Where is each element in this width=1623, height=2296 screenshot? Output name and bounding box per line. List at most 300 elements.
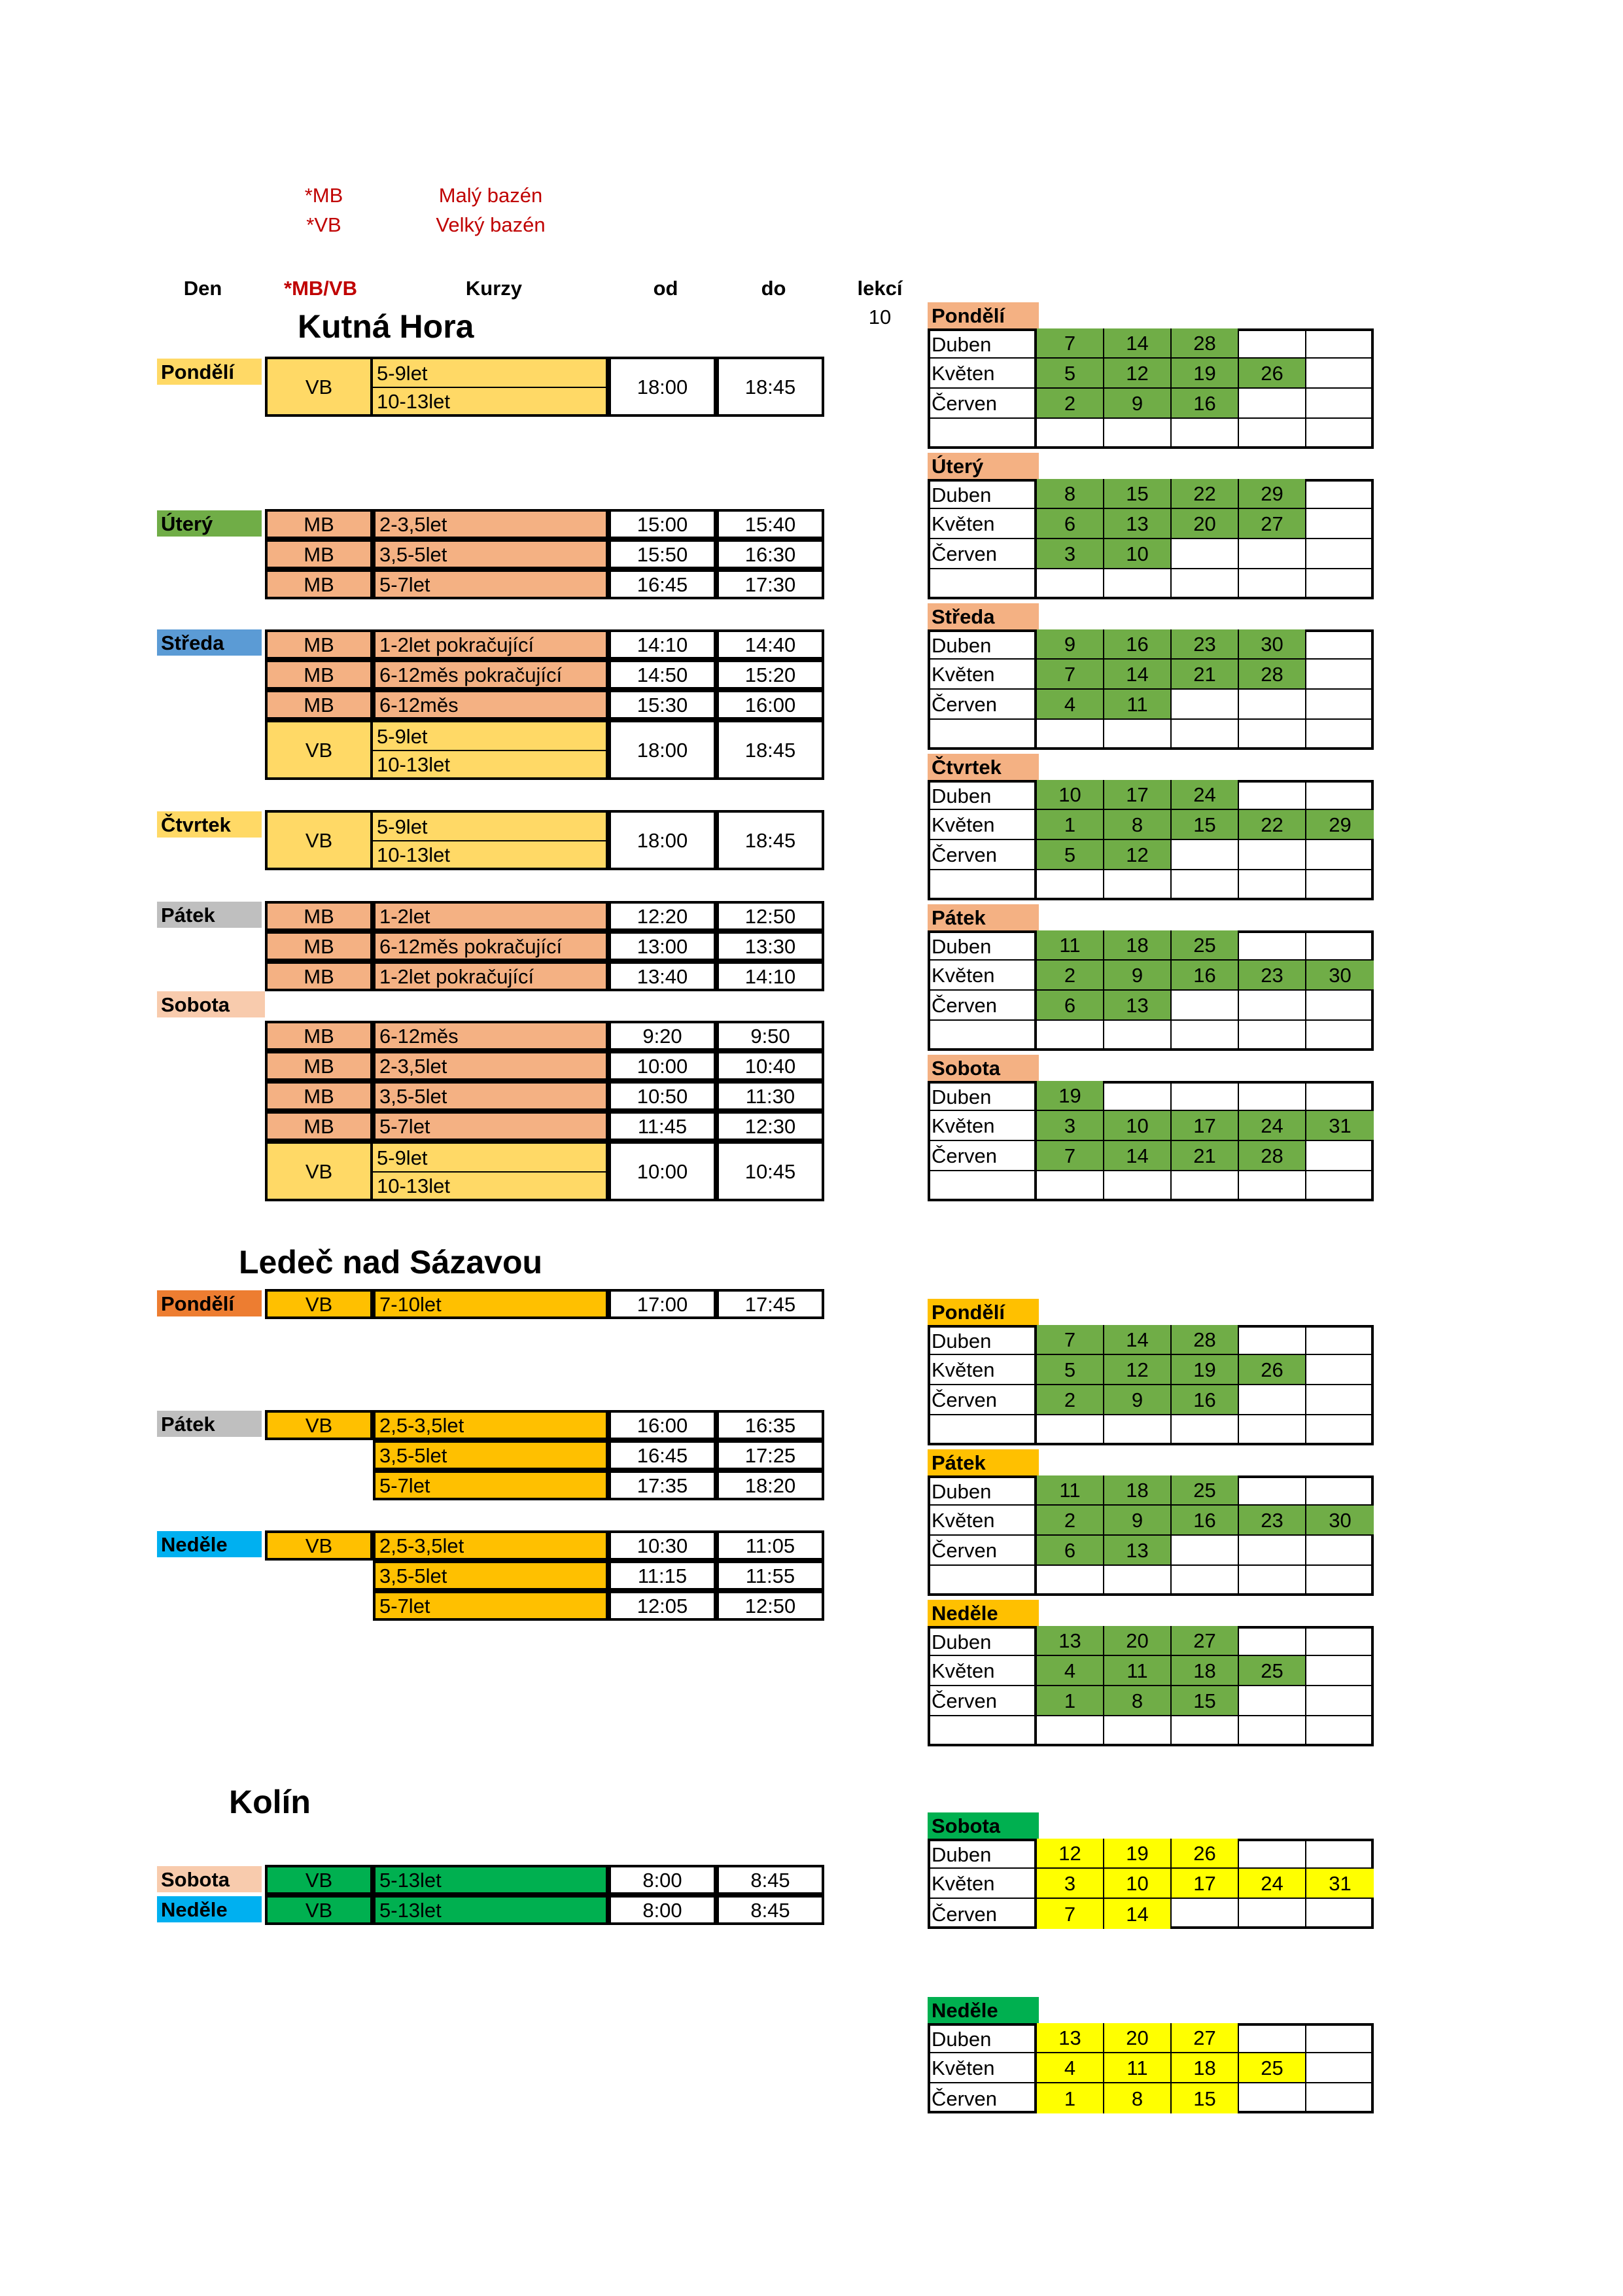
pool-cell: MB [265,539,373,569]
calendar-month-cell: Duben [928,629,1037,660]
calendar-date-cell [1239,328,1306,359]
pool-cell: VB [265,1410,373,1440]
calendar-date-cell: 25 [1239,2053,1306,2083]
calendar-date-cell [1306,1475,1374,1506]
calendar-month-cell: Duben [928,1325,1037,1355]
calendar-month-cell: Duben [928,479,1037,509]
course-cell: 7-10let [373,1289,608,1319]
calendar-month-cell: Červen [928,1385,1037,1415]
calendar-date-cell [1306,1656,1374,1686]
calendar-date-cell [1172,870,1239,900]
calendar-month-cell: Duben [928,780,1037,810]
calendar-date-cell [1172,690,1239,720]
time-from-cell: 16:00 [608,1410,716,1440]
calendar-date-cell [1172,1081,1239,1111]
time-from-cell: 17:35 [608,1470,716,1500]
time-to-cell: 10:40 [716,1051,824,1081]
time-to-cell: 15:40 [716,509,824,539]
calendar-date-cell [1104,1171,1172,1201]
calendar-date-cell [1306,1415,1374,1445]
calendar-date-cell [1306,479,1374,509]
calendar-month-cell: Červen [928,991,1037,1021]
calendar-date-cell [1306,1686,1374,1716]
calendar-date-cell: 17 [1172,1111,1239,1141]
calendar-date-cell: 15 [1172,810,1239,840]
calendar-date-cell: 1 [1037,1686,1104,1716]
calendar-date-cell: 22 [1172,479,1239,509]
lesson-count: 10 [868,305,892,328]
pool-cell: MB [265,569,373,599]
calendar-date-cell [1172,1899,1239,1929]
calendar-date-cell: 13 [1037,1626,1104,1656]
course-cell: 5-13let [373,1895,608,1925]
calendar-date-cell [1306,1839,1374,1869]
time-from-cell: 18:00 [608,720,716,780]
calendar-date-cell [1172,1021,1239,1051]
calendar-date-cell [1239,2023,1306,2053]
calendar-date-cell: 23 [1239,1506,1306,1536]
calendar-date-cell: 13 [1037,2023,1104,2053]
calendar-month-cell: Duben [928,1626,1037,1656]
calendar-date-cell [1239,569,1306,599]
time-from-cell: 14:10 [608,629,716,660]
calendar-day-label: Neděle [928,1997,1039,2023]
time-from-cell: 18:00 [608,357,716,417]
calendar-date-cell [1239,1415,1306,1445]
calendar-date-cell [1306,1385,1374,1415]
calendar-date-cell: 12 [1104,840,1172,870]
calendar-date-cell [1306,1325,1374,1355]
course-cell: 5-9let [373,810,608,840]
course-cell: 10-13let [373,1171,608,1201]
day-label: Neděle [157,1896,262,1922]
calendar-month-cell: Květen [928,961,1037,991]
calendar-month-cell [928,1021,1037,1051]
calendar-date-cell: 25 [1172,930,1239,961]
calendar-date-cell [1306,840,1374,870]
calendar-date-cell: 31 [1306,1869,1374,1899]
calendar-date-cell: 16 [1172,389,1239,419]
time-from-cell: 13:40 [608,961,716,991]
calendar-date-cell: 14 [1104,660,1172,690]
day-label: Pátek [157,902,262,928]
calendar-day-label: Čtvrtek [928,754,1039,780]
calendar-date-cell: 27 [1172,2023,1239,2053]
calendar-date-cell: 31 [1306,1111,1374,1141]
time-from-cell: 10:30 [608,1530,716,1561]
calendar-month-cell: Červen [928,1536,1037,1566]
calendar-date-cell [1306,1716,1374,1746]
pool-cell: VB [265,357,373,417]
calendar-date-cell: 9 [1037,629,1104,660]
calendar-date-cell: 3 [1037,1111,1104,1141]
time-to-cell: 12:50 [716,901,824,931]
calendar-date-cell [1239,1171,1306,1201]
calendar-date-cell: 11 [1104,2053,1172,2083]
header-den: Den [183,276,222,300]
calendar-date-cell [1037,1171,1104,1201]
course-cell: 5-7let [373,1470,608,1500]
pool-cell: MB [265,961,373,991]
calendar-month-cell: Červen [928,1899,1037,1929]
calendar-date-cell: 18 [1104,1475,1172,1506]
day-label: Sobota [157,1866,262,1892]
calendar-date-cell: 28 [1172,1325,1239,1355]
calendar-date-cell: 2 [1037,1506,1104,1536]
calendar-date-cell: 11 [1037,930,1104,961]
calendar-date-cell [1239,539,1306,569]
calendar-date-cell [1306,930,1374,961]
time-from-cell: 15:50 [608,539,716,569]
calendar-date-cell [1306,419,1374,449]
calendar-date-cell: 7 [1037,328,1104,359]
time-from-cell: 10:00 [608,1051,716,1081]
course-cell: 2-3,5let [373,1051,608,1081]
calendar-date-cell [1239,1536,1306,1566]
time-from-cell: 16:45 [608,1440,716,1470]
calendar-date-cell: 9 [1104,1506,1172,1536]
calendar-date-cell: 5 [1037,840,1104,870]
calendar-date-cell: 7 [1037,1899,1104,1929]
pool-cell: VB [265,1530,373,1561]
course-cell: 10-13let [373,387,608,417]
calendar-date-cell [1306,2023,1374,2053]
pool-cell: VB [265,1141,373,1201]
calendar-date-cell [1306,690,1374,720]
calendar-month-cell: Květen [928,1869,1037,1899]
calendar-date-cell: 28 [1239,660,1306,690]
calendar-date-cell: 16 [1172,1506,1239,1536]
calendar-date-cell: 8 [1104,810,1172,840]
course-cell: 5-7let [373,1111,608,1141]
calendar-date-cell: 6 [1037,1536,1104,1566]
calendar-date-cell [1037,569,1104,599]
calendar-month-cell: Květen [928,1506,1037,1536]
time-to-cell: 18:45 [716,810,824,870]
calendar-month-cell [928,1415,1037,1445]
calendar-month-cell [928,419,1037,449]
calendar-date-cell: 3 [1037,1869,1104,1899]
time-to-cell: 18:45 [716,357,824,417]
calendar-date-cell: 16 [1104,629,1172,660]
calendar-date-cell [1306,389,1374,419]
calendar-date-cell: 15 [1172,1686,1239,1716]
calendar-date-cell: 18 [1172,1656,1239,1686]
calendar-month-cell: Červen [928,1686,1037,1716]
calendar-date-cell: 21 [1172,1141,1239,1171]
calendar-date-cell [1306,720,1374,750]
time-from-cell: 17:00 [608,1289,716,1319]
course-cell: 2,5-3,5let [373,1530,608,1561]
calendar-month-cell: Červen [928,539,1037,569]
calendar-date-cell: 3 [1037,539,1104,569]
calendar-date-cell [1306,780,1374,810]
time-to-cell: 16:00 [716,690,824,720]
calendar-date-cell: 26 [1239,359,1306,389]
calendar-date-cell [1037,419,1104,449]
day-label: Pondělí [157,1290,262,1316]
calendar-month-cell [928,1171,1037,1201]
course-cell: 5-13let [373,1865,608,1895]
calendar-date-cell: 10 [1037,780,1104,810]
calendar-day-label: Sobota [928,1812,1039,1839]
time-to-cell: 10:45 [716,1141,824,1201]
calendar-date-cell: 24 [1172,780,1239,810]
calendar-month-cell: Květen [928,810,1037,840]
course-cell: 5-9let [373,1141,608,1171]
calendar-month-cell: Duben [928,2023,1037,2053]
calendar-month-cell: Duben [928,930,1037,961]
calendar-date-cell [1104,870,1172,900]
calendar-date-cell [1306,539,1374,569]
time-to-cell: 17:30 [716,569,824,599]
course-cell: 1-2let [373,901,608,931]
time-from-cell: 10:00 [608,1141,716,1201]
calendar-date-cell [1172,1171,1239,1201]
calendar-date-cell [1239,2083,1306,2113]
pool-cell: VB [265,720,373,780]
calendar-date-cell: 15 [1104,479,1172,509]
calendar-date-cell [1037,1566,1104,1596]
calendar-date-cell: 6 [1037,991,1104,1021]
time-from-cell: 13:00 [608,931,716,961]
calendar-date-cell: 14 [1104,1899,1172,1929]
calendar-date-cell [1306,1355,1374,1385]
calendar-date-cell: 15 [1172,2083,1239,2113]
calendar-date-cell: 18 [1172,2053,1239,2083]
day-label: Středa [157,629,262,656]
calendar-date-cell [1306,870,1374,900]
calendar-day-label: Pondělí [928,1299,1039,1325]
day-label: Pátek [157,1411,262,1437]
calendar-date-cell: 8 [1104,1686,1172,1716]
calendar-date-cell: 11 [1104,1656,1172,1686]
legend-code-vb: *VB [306,213,341,236]
calendar-date-cell [1104,1081,1172,1111]
calendar-date-cell: 13 [1104,1536,1172,1566]
calendar-date-cell: 8 [1037,479,1104,509]
time-to-cell: 14:10 [716,961,824,991]
calendar-month-cell: Květen [928,2053,1037,2083]
calendar-date-cell [1104,1415,1172,1445]
time-from-cell: 8:00 [608,1895,716,1925]
time-from-cell: 14:50 [608,660,716,690]
calendar-date-cell [1306,660,1374,690]
course-cell: 3,5-5let [373,539,608,569]
course-cell: 3,5-5let [373,1440,608,1470]
time-to-cell: 11:05 [716,1530,824,1561]
calendar-date-cell: 5 [1037,1355,1104,1385]
calendar-month-cell: Červen [928,2083,1037,2113]
calendar-month-cell: Květen [928,1111,1037,1141]
header-pool: *MB/VB [284,276,357,300]
course-cell: 6-12měs pokračující [373,660,608,690]
calendar-date-cell: 23 [1239,961,1306,991]
calendar-date-cell [1037,1716,1104,1746]
calendar-date-cell [1306,2083,1374,2113]
calendar-date-cell [1239,1021,1306,1051]
calendar-date-cell [1306,1626,1374,1656]
calendar-month-cell: Červen [928,690,1037,720]
calendar-date-cell: 1 [1037,810,1104,840]
time-to-cell: 18:20 [716,1470,824,1500]
legend-text-mb: Malý bazén [438,183,543,207]
calendar-month-cell: Květen [928,509,1037,539]
calendar-date-cell: 30 [1306,961,1374,991]
calendar-date-cell: 29 [1306,810,1374,840]
calendar-date-cell [1239,1081,1306,1111]
calendar-month-cell: Duben [928,1081,1037,1111]
calendar-date-cell: 12 [1104,359,1172,389]
pool-cell: MB [265,629,373,660]
course-cell: 6-12měs pokračující [373,931,608,961]
calendar-date-cell: 17 [1104,780,1172,810]
time-to-cell: 8:45 [716,1895,824,1925]
calendar-date-cell: 9 [1104,389,1172,419]
calendar-date-cell: 10 [1104,1111,1172,1141]
legend-text-vb: Velký bazén [436,213,546,236]
calendar-date-cell [1239,1325,1306,1355]
calendar-date-cell [1172,840,1239,870]
section-title-ledec: Ledeč nad Sázavou [239,1244,543,1280]
calendar-date-cell [1239,690,1306,720]
calendar-date-cell: 2 [1037,1385,1104,1415]
calendar-date-cell [1104,720,1172,750]
calendar-date-cell: 26 [1172,1839,1239,1869]
calendar-date-cell: 25 [1172,1475,1239,1506]
calendar-date-cell [1306,359,1374,389]
calendar-day-label: Úterý [928,453,1039,479]
calendar-date-cell: 20 [1104,2023,1172,2053]
calendar-date-cell [1306,1081,1374,1111]
course-cell: 3,5-5let [373,1081,608,1111]
calendar-date-cell [1306,1021,1374,1051]
calendar-date-cell [1239,1899,1306,1929]
calendar-date-cell [1239,389,1306,419]
calendar-date-cell: 9 [1104,1385,1172,1415]
calendar-date-cell [1239,1839,1306,1869]
calendar-month-cell: Červen [928,840,1037,870]
day-label: Čtvrtek [157,811,262,838]
calendar-date-cell [1172,720,1239,750]
time-from-cell: 15:00 [608,509,716,539]
course-cell: 10-13let [373,750,608,780]
time-from-cell: 11:45 [608,1111,716,1141]
calendar-date-cell [1104,569,1172,599]
day-label: Úterý [157,510,262,537]
calendar-day-label: Středa [928,603,1039,629]
calendar-date-cell: 28 [1172,328,1239,359]
calendar-date-cell: 30 [1306,1506,1374,1536]
calendar-date-cell: 19 [1172,359,1239,389]
calendar-date-cell: 7 [1037,660,1104,690]
course-cell: 6-12měs [373,1021,608,1051]
calendar-date-cell [1306,991,1374,1021]
pool-cell: MB [265,1051,373,1081]
calendar-date-cell: 14 [1104,1325,1172,1355]
calendar-date-cell: 19 [1172,1355,1239,1385]
calendar-month-cell: Duben [928,1475,1037,1506]
calendar-date-cell: 29 [1239,479,1306,509]
calendar-date-cell: 16 [1172,961,1239,991]
calendar-date-cell: 2 [1037,389,1104,419]
calendar-date-cell: 9 [1104,961,1172,991]
calendar-date-cell [1306,629,1374,660]
header-kurzy: Kurzy [465,276,523,300]
course-cell: 10-13let [373,840,608,870]
calendar-date-cell: 21 [1172,660,1239,690]
calendar-date-cell [1037,1415,1104,1445]
time-from-cell: 16:45 [608,569,716,599]
time-to-cell: 9:50 [716,1021,824,1051]
calendar-date-cell: 24 [1239,1111,1306,1141]
calendar-date-cell [1172,1566,1239,1596]
pool-cell: MB [265,509,373,539]
time-from-cell: 15:30 [608,690,716,720]
calendar-month-cell: Květen [928,1656,1037,1686]
time-to-cell: 12:30 [716,1111,824,1141]
time-from-cell: 8:00 [608,1865,716,1895]
calendar-date-cell [1306,1141,1374,1171]
calendar-month-cell: Květen [928,660,1037,690]
calendar-date-cell [1239,419,1306,449]
calendar-date-cell [1104,419,1172,449]
course-cell: 1-2let pokračující [373,629,608,660]
pool-cell: VB [265,1895,373,1925]
calendar-date-cell: 7 [1037,1141,1104,1171]
calendar-date-cell: 10 [1104,1869,1172,1899]
pool-cell: MB [265,690,373,720]
pool-cell: VB [265,810,373,870]
pool-cell: MB [265,1111,373,1141]
calendar-date-cell [1172,419,1239,449]
calendar-date-cell: 11 [1104,690,1172,720]
calendar-date-cell [1104,1716,1172,1746]
pool-cell: MB [265,901,373,931]
calendar-date-cell: 5 [1037,359,1104,389]
calendar-date-cell: 1 [1037,2083,1104,2113]
calendar-day-label: Sobota [928,1055,1039,1081]
calendar-month-cell: Červen [928,1141,1037,1171]
calendar-date-cell: 12 [1037,1839,1104,1869]
calendar-date-cell [1239,1475,1306,1506]
course-cell: 5-7let [373,569,608,599]
course-cell: 3,5-5let [373,1561,608,1591]
time-to-cell: 16:30 [716,539,824,569]
calendar-date-cell [1306,569,1374,599]
calendar-date-cell [1037,1021,1104,1051]
calendar-date-cell: 14 [1104,328,1172,359]
time-to-cell: 17:25 [716,1440,824,1470]
calendar-date-cell: 20 [1104,1626,1172,1656]
day-label: Neděle [157,1531,262,1557]
course-cell: 5-7let [373,1591,608,1621]
calendar-date-cell: 13 [1104,509,1172,539]
calendar-date-cell [1239,780,1306,810]
calendar-date-cell: 30 [1239,629,1306,660]
calendar-day-label: Neděle [928,1600,1039,1626]
calendar-date-cell: 4 [1037,690,1104,720]
calendar-date-cell [1306,1899,1374,1929]
calendar-date-cell: 27 [1172,1626,1239,1656]
calendar-day-label: Pátek [928,904,1039,930]
calendar-date-cell: 2 [1037,961,1104,991]
pool-cell: VB [265,1865,373,1895]
calendar-date-cell: 11 [1037,1475,1104,1506]
course-cell: 6-12měs [373,690,608,720]
calendar-date-cell [1172,569,1239,599]
time-from-cell: 12:05 [608,1591,716,1621]
